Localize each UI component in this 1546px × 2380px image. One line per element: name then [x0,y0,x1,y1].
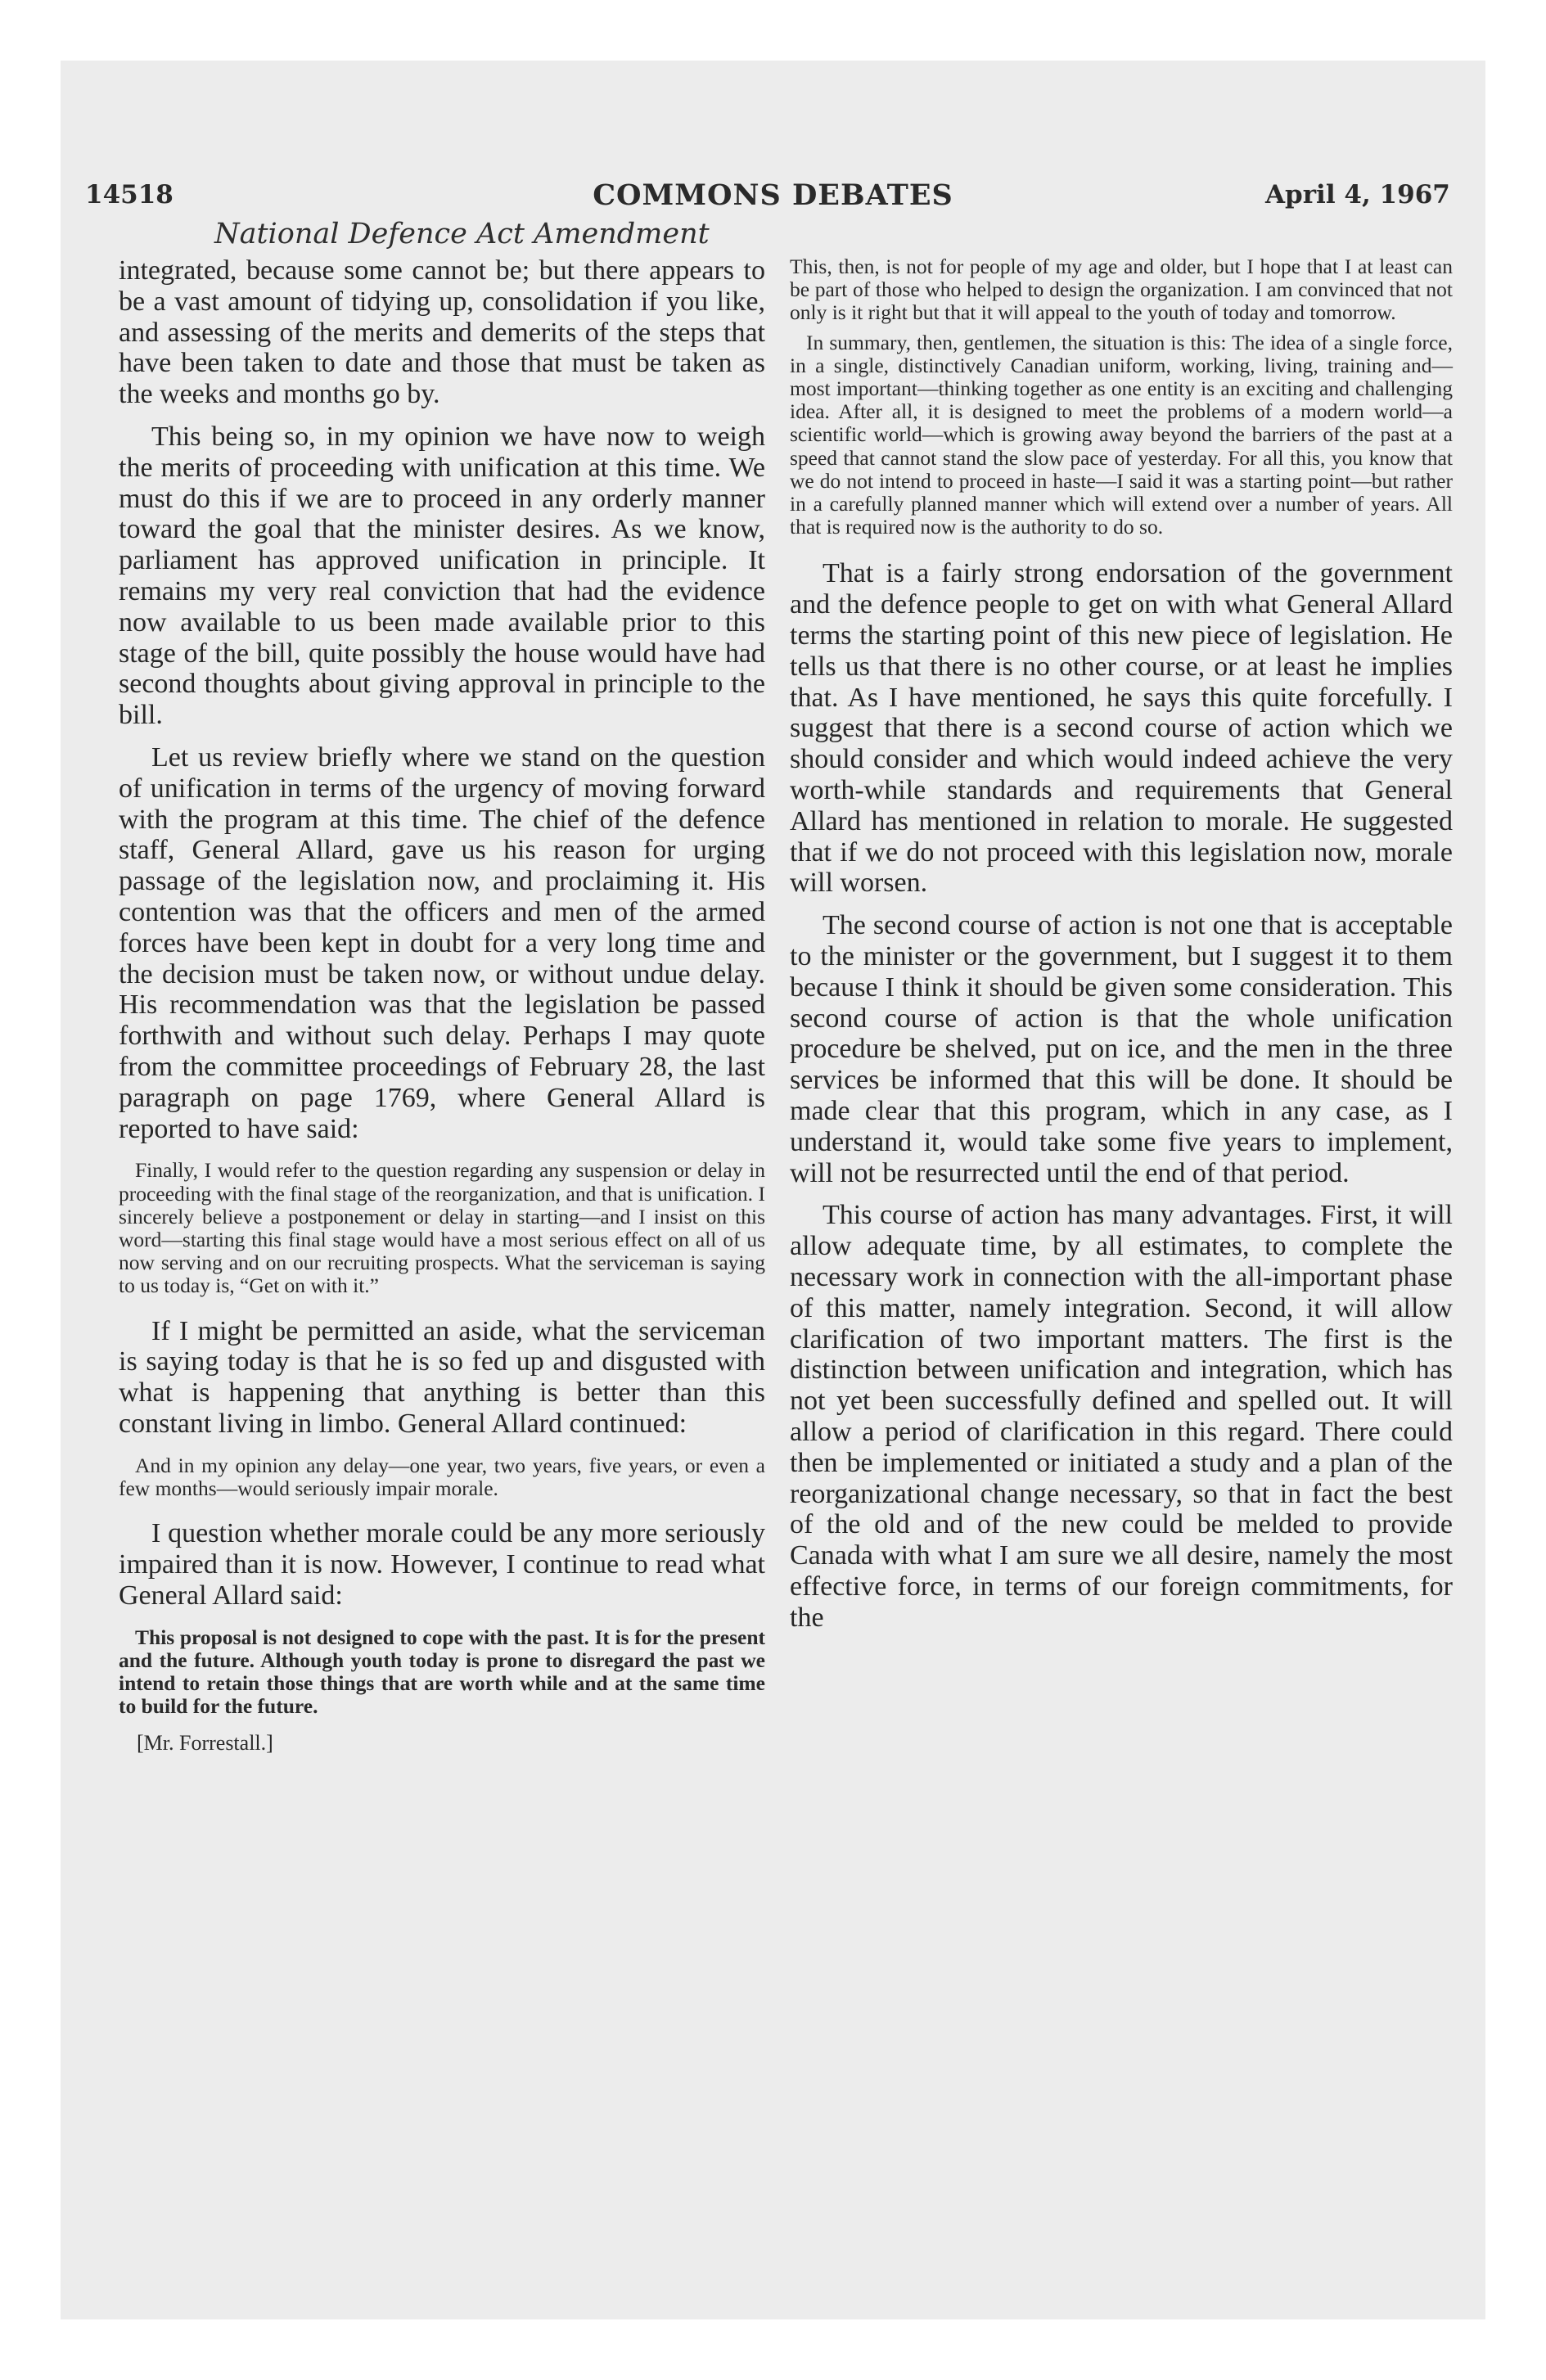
block-quote [119,1626,765,1719]
paragraph: integrated, because some cannot be; but there appears to be a vast amount of tidying up, consolidation if you like, and assessing of the merits and demerits of the steps that have been taken to date and those that must be taken as the weeks and months go by. [119,255,765,410]
paragraph: The second course of action is not one that is acceptable to the minister or the government, but I suggest it to them because I think it should be given some consideration. This second course of action is that the whole unification procedure be shelved, put on ice, and the men in the three services be informed that this will be done. It should be made clear that this program, which in any case, as I understand it, would take some five years to implement, will not be resurrected until the end of that period. [790,910,1453,1188]
quotation-text: This, then, is not for people of my age and older, but I hope that I at least can be part of those who helped to design the organization. I am convinced that not only is it right but that it will appeal to the youth of today and tomorrow. [790,255,1453,325]
paragraph: Let us review briefly where we stand on the question of unification in terms of the urgency of moving forward with the program at this time. The chief of the defence staff, General Allard, gave us his reason for urging passage of the legislation now, and proclaiming it. His contention was that the officers and men of the armed forces have been kept in doubt for a very long time and the decision must be taken now, or without undue delay. His recommendation was that the legislation be passed forthwith and without such delay. Perhaps I may quote from the committee proceedings of February 28, the last paragraph on page 1769, where General Allard is reported to have said: [119,741,765,1144]
speaker-attribution: [Mr. Forrestall.] [137,1731,273,1756]
right-column [790,255,1453,1634]
quotation-text: Finally, I would refer to the question regarding any suspension or delay in proceeding with the final stage of the reorganization, and that is unification. I sincerely believe a postponement or delay in starting—and I insist on this word—starting this final stage would have a most serious effect on all of us now serving and on our recruiting prospects. What the serviceman is saying to us today is, “Get on with it.” [119,1158,765,1298]
publication-date: April 4, 1967 [1265,180,1450,210]
paragraph: If I might be permitted an aside, what the serviceman is saying today is that he is so fed up and disgusted with what is happening that anything is better than this constant living in limbo. General Allard continued: [119,1315,765,1439]
quotation-text: In summary, then, gentlemen, the situation is this: The idea of a single force, in a single, distinctively Canadian uniform, working, living, training and—most important—thinking together as one entity is an exciting and challenging idea. After all, it is designed to meet the problems of a modern world—a scientific world—which is growing away beyond the barriers of the past at a speed that cannot stand the slow pace of yesterday. For all this, you know that we do not intend to proceed in haste—I said it was a starting point—but rather in a carefully planned manner which will extend over a number of years. All that is required now is the authority to do so. [790,330,1453,539]
paragraph: This course of action has many advantages. First, it will allow adequate time, by all estimates, to complete the necessary work in connection with the all-important phase of this matter, namely integration. Second, it will allow clarification of two important matters. The first is the distinction between unification and integration, which has not yet been successfully defined and spelled out. It will allow a period of clarification in this regard. There could then be implemented or initiated a study and a plan of the reorganizational change necessary, so that in fact the best of the old and of the new could be melded to provide Canada with what I am sure we all desire, namely the most effective force, in terms of our foreign commitments, for the [790,1200,1453,1633]
quotation-text: This proposal is not designed to cope with the past. It is for the present and the future. Although youth today is prone to disregard the past we intend to retain those things that are worth while and at the same time to build for the future. [119,1625,765,1719]
paragraph: This being so, in my opinion we have now to weigh the merits of proceeding with unification at this time. We must do this if we are to proceed in any orderly manner toward the goal that the minister desires. As we know, parliament has approved unification in principle. It remains my very real conviction that had the evidence now available to us been made available prior to this stage of the bill, quite possibly the house would have had second thoughts about giving approval in principle to the bill. [119,421,765,731]
block-quote [790,255,1453,539]
page-number: 14518 [85,180,174,210]
block-quote [119,1159,765,1297]
block-quote [119,1454,765,1500]
paragraph: That is a fairly strong endorsation of the government and the defence people to get on with what General Allard terms the starting point of this new piece of legislation. He tells us that there is no other course, or at least he implies that. As I have mentioned, he says this quite forcefully. I suggest that there is a second course of action which we should consider and which would indeed achieve the very worth-while standards and requirements that General Allard has mentioned in relation to morale. He suggested that if we do not proceed with this legislation now, morale will worsen. [790,558,1453,899]
journal-title: COMMONS DEBATES [593,178,953,212]
left-column [119,255,765,1756]
quotation-text: And in my opinion any delay—one year, two years, five years, or even a few months—would seriously impair morale. [119,1453,765,1500]
running-subject: National Defence Act Amendment [214,218,710,250]
paragraph: I question whether morale could be any more seriously impaired than it is now. However, I continue to read what General Allard said: [119,1518,765,1611]
